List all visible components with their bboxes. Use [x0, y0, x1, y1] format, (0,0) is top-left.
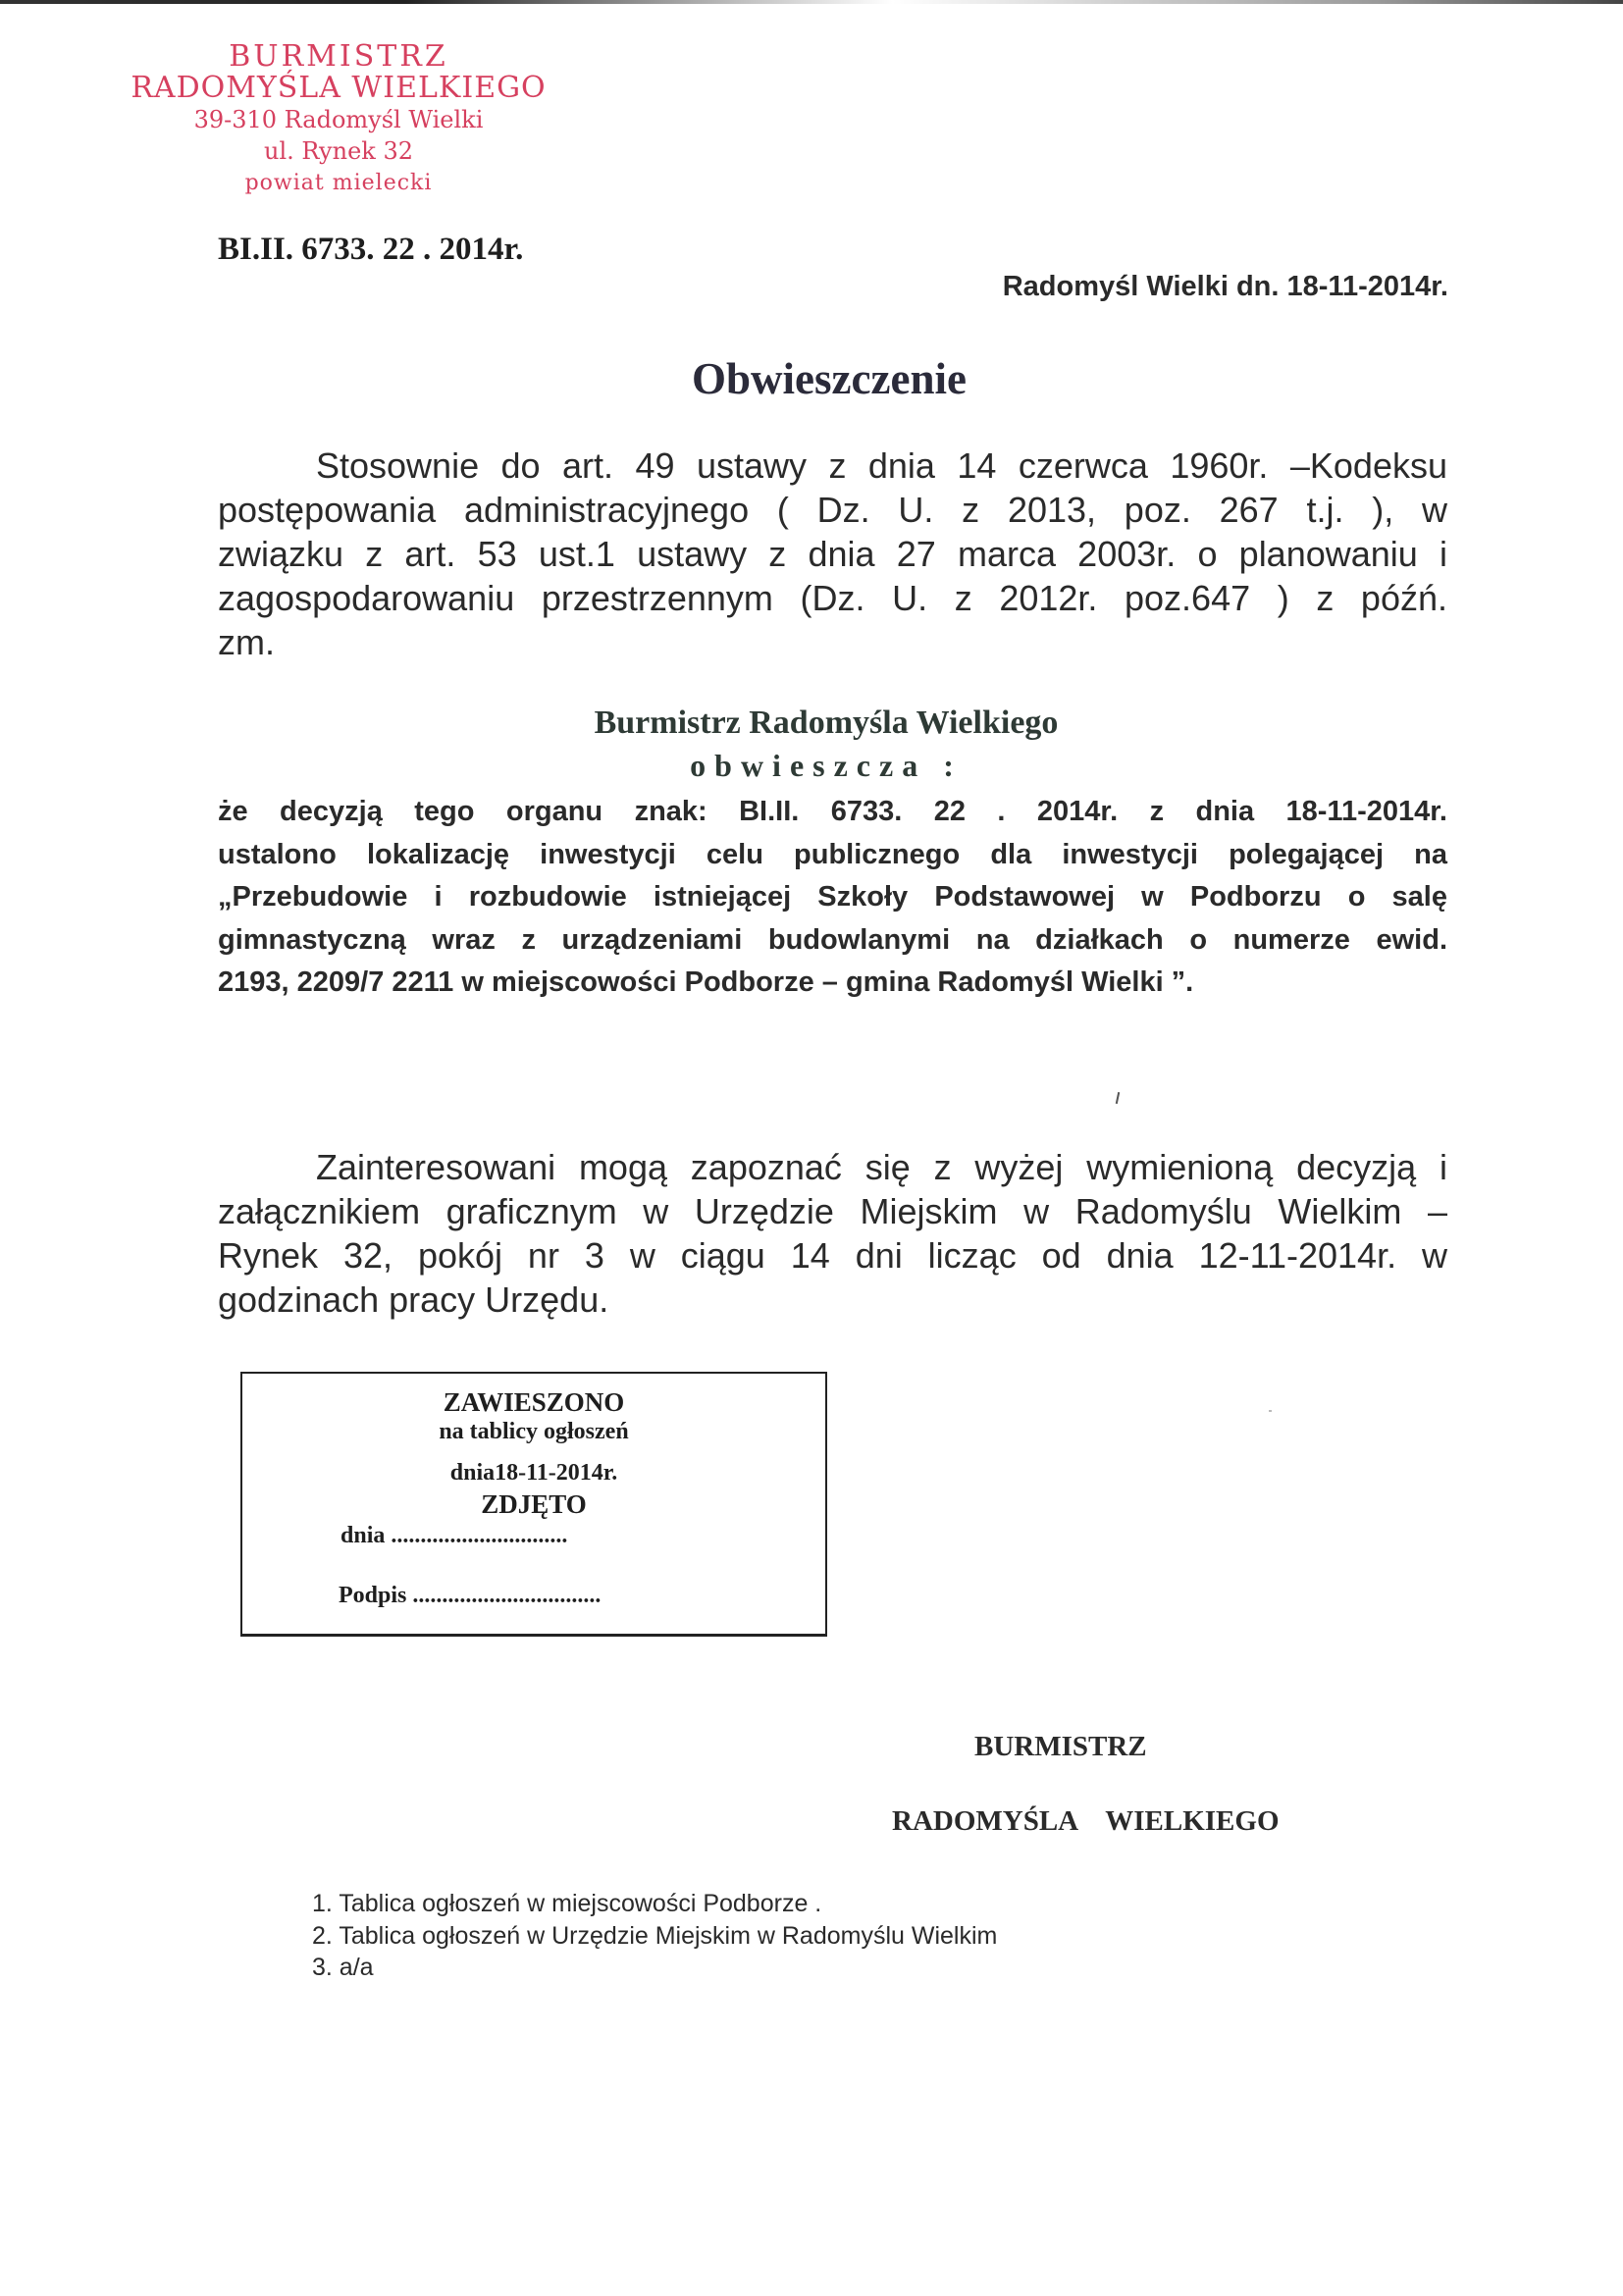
paragraph-line: zagospodarowaniu przestrzennym (Dz. U. z 2012r. poz.647 ) z późń. — [218, 578, 1447, 618]
paragraph-line: 2193, 2209/7 2211 w miejscowości Podborze – gmina Radomyśl Wielki ”. — [218, 966, 1194, 998]
paragraph-line: godzinach pracy Urzędu. — [218, 1279, 609, 1320]
issuer-heading: Burmistrz Radomyśla Wielkiego — [594, 704, 1059, 741]
stamp-postal-address: 39-310 Radomyśl Wielki — [193, 106, 484, 133]
removed-label: ZDJĘTO — [481, 1489, 587, 1519]
posting-record-box — [240, 1372, 827, 1637]
posted-label: ZAWIESZONO — [443, 1387, 625, 1417]
announces-heading: obwieszcza : — [690, 748, 963, 783]
stamp-county: powiat mielecki — [244, 171, 433, 195]
posted-date: dnia18-11-2014r. — [449, 1460, 618, 1486]
paragraph-line: zm. — [218, 622, 275, 662]
stamp-office: RADOMYŚLA WIELKIEGO — [131, 71, 547, 105]
paragraph-line: gimnastyczną wraz z urządzeniami budowlanymi na działkach o numerze ewid. — [218, 923, 1447, 956]
paragraph-line: postępowania administracyjnego ( Dz. U. z 2013, poz. 267 t.j. ), w — [218, 490, 1447, 530]
decision-paragraph — [218, 791, 1447, 1005]
signature-title: BURMISTRZ — [974, 1731, 1147, 1762]
paragraph-line: że decyzją tego organu znak: BI.II. 6733. 22 . 2014r. z dnia 18-11-2014r. — [218, 796, 1447, 827]
paragraph-line: Zainteresowani mogą zapoznać się z wyżej wymienioną decyzją i — [316, 1147, 1447, 1187]
reference-number: BI.II. 6733. 22 . 2014r. — [218, 232, 524, 267]
scan-speck — [1269, 1410, 1272, 1412]
inspection-paragraph — [218, 1145, 1447, 1322]
office-header-stamp — [118, 41, 559, 200]
signature-field: Podpis ................................ — [339, 1583, 602, 1608]
paragraph-line: Rynek 32, pokój nr 3 w ciągu 14 dni licząc od dnia 12-11-2014r. w — [218, 1235, 1447, 1276]
paragraph-line: „Przebudowie i rozbudowie istniejącej Szkoły Podstawowej w Podborzu o salę — [218, 881, 1447, 913]
paragraph-line: ustalono lokalizację inwestycji celu publicznego dla inwestycji polegającej na — [218, 838, 1447, 870]
document-title: Obwieszczenie — [692, 354, 967, 403]
scan-mark — [1116, 1092, 1120, 1104]
paragraph-line: załącznikiem graficznym w Urzędzie Miejskim w Radomyślu Wielkim – — [218, 1191, 1447, 1231]
scan-top-edge — [0, 0, 1623, 4]
paragraph-line: Stosownie do art. 49 ustawy z dnia 14 czerwca 1960r. –Kodeksu — [316, 445, 1447, 486]
stamp-title: BURMISTRZ — [229, 39, 448, 74]
distribution-list — [312, 1888, 997, 1984]
distribution-item: 2. Tablica ogłoszeń w Urzędzie Miejskim w Radomyślu Wielkim — [312, 1921, 998, 1950]
signature-office: RADOMYŚLA WIELKIEGO — [892, 1805, 1280, 1837]
distribution-item: 1. Tablica ogłoszeń w miejscowości Podborze . — [312, 1890, 822, 1917]
board-label: na tablicy ogłoszeń — [439, 1419, 629, 1444]
place-and-date: Radomyśl Wielki dn. 18-11-2014r. — [1002, 271, 1448, 302]
paragraph-line: związku z art. 53 ust.1 ustawy z dnia 27 marca 2003r. o planowaniu i — [218, 534, 1447, 574]
stamp-street: ul. Rynek 32 — [264, 137, 413, 165]
removed-date-field: dnia .............................. — [340, 1523, 568, 1548]
legal-basis-paragraph — [218, 444, 1447, 664]
distribution-item: 3. a/a — [312, 1954, 374, 1981]
